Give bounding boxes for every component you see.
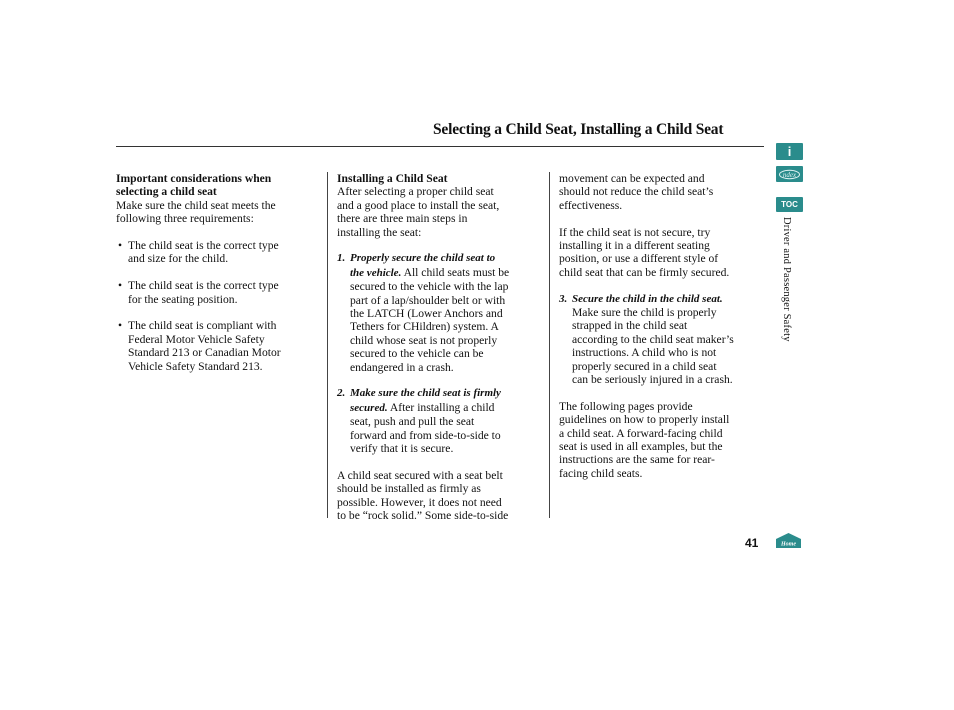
step-3 [559, 293, 769, 387]
step-number: 1. [337, 252, 346, 265]
text-line: forward and from side-to-side to [350, 428, 501, 442]
text-line: position, or use a different style of [559, 252, 719, 266]
text-line: verify that it is secure. [350, 442, 454, 456]
text-line: should be installed as firmly as [337, 482, 481, 496]
step-text: After installing a child [387, 400, 495, 414]
heading-line: Important considerations when [116, 172, 272, 185]
text-line: properly secured in a child seat [572, 359, 717, 373]
text-line: Federal Motor Vehicle Safety [128, 332, 265, 346]
step-title: Secure the child in the child seat. [572, 292, 723, 305]
text-line: strapped in the child seat [572, 319, 688, 333]
text-line: endangered in a crash. [350, 360, 454, 374]
text-line: child whose seat is not properly [350, 333, 498, 347]
text-line: installing it in a different seating [559, 239, 710, 253]
text-line: should not reduce the child seat’s [559, 185, 714, 199]
column-divider [327, 172, 328, 518]
text-line: effectiveness. [559, 198, 623, 212]
column-3 [559, 172, 769, 480]
text-line: can be seriously injured in a crash. [572, 373, 733, 387]
toc-button[interactable] [776, 197, 803, 212]
bullet-item [116, 319, 321, 373]
info-icon: i [787, 144, 792, 159]
info-button[interactable] [776, 143, 803, 160]
step-text: All child seats must be [401, 265, 510, 279]
text-line [350, 401, 547, 415]
step-number: 3. [559, 292, 568, 305]
text-line: Standard 213 or Canadian Motor [128, 346, 281, 360]
step-number: 2. [337, 387, 346, 400]
text-line: Make sure the child is properly [572, 306, 717, 320]
bullet-marker: • [118, 319, 123, 333]
column-1 [116, 172, 321, 373]
text-line: A child seat secured with a seat belt [337, 468, 503, 482]
text-line: and size for the child. [128, 252, 229, 266]
home-icon [775, 532, 802, 549]
text-line: After selecting a proper child seat [337, 185, 494, 199]
text-line: a child seat. A forward-facing child [559, 426, 723, 440]
title-rule [116, 146, 764, 147]
text-line: the LATCH (Lower Anchors and [350, 307, 503, 321]
toc-label: TOC [781, 200, 798, 209]
text-line: The following pages provide [559, 399, 693, 413]
text-line: according to the child seat maker’s [572, 332, 734, 346]
home-button[interactable] [775, 532, 802, 554]
text-line: following three requirements: [116, 212, 254, 226]
text-line: instructions are the same for rear- [559, 453, 715, 467]
text-line: secured to the vehicle with the lap [350, 280, 509, 294]
section-heading: Installing a Child Seat [337, 172, 448, 185]
text-line: Vehicle Safety Standard 213. [128, 359, 263, 373]
column-2 [337, 172, 547, 523]
text-line: child seat that can be firmly secured. [559, 265, 730, 279]
text-line: If the child seat is not secure, try [559, 225, 711, 239]
text-line: secured to the vehicle can be [350, 347, 484, 361]
text-line [350, 266, 547, 280]
section-tab-label: Driver and Passenger Safety [781, 217, 792, 342]
step-title: Properly secure the child seat to [350, 252, 496, 265]
text-line: Tethers for CHildren) system. A [350, 320, 499, 334]
step-title: Make sure the child seat is firmly [350, 387, 501, 400]
bullet-marker: • [118, 279, 123, 293]
text-line: facing child seats. [559, 466, 643, 480]
text-line: possible. However, it does not need [337, 495, 502, 509]
text-line: movement can be expected and [559, 172, 705, 185]
page-title: Selecting a Child Seat, Installing a Child Seat [433, 121, 724, 138]
text-line: to be “rock solid.” Some side-to-side [337, 509, 509, 523]
svg-text:ndex: ndex [782, 170, 797, 179]
text-line: and a good place to install the seat, [337, 198, 500, 212]
step-1 [337, 252, 547, 374]
text-line: guidelines on how to properly install [559, 413, 730, 427]
index-icon [778, 169, 801, 180]
text-line: installing the seat: [337, 225, 422, 239]
index-button[interactable] [776, 166, 803, 182]
text-line: The child seat is compliant with [128, 319, 277, 333]
text-line: The child seat is the correct type [128, 239, 279, 253]
heading-line: selecting a child seat [116, 185, 217, 199]
text-line: The child seat is the correct type [128, 279, 279, 293]
text-line: seat is used in all examples, but the [559, 440, 723, 454]
text-line: for the seating position. [128, 292, 238, 306]
bullet-marker: • [118, 239, 123, 253]
text-line: instructions. A child who is not [572, 346, 717, 360]
bullet-item [116, 239, 321, 266]
step-title: secured. [350, 401, 388, 414]
step-title: the vehicle. [350, 266, 402, 279]
column-divider [549, 172, 550, 518]
step-2 [337, 387, 547, 455]
text-line: part of a lap/shoulder belt or with [350, 293, 506, 307]
page-number: 41 [745, 536, 759, 550]
home-label: Home [781, 541, 796, 548]
text-line: seat, push and pull the seat [350, 415, 475, 429]
bullet-item [116, 279, 321, 306]
text-line: Make sure the child seat meets the [116, 198, 276, 212]
text-line: there are three main steps in [337, 212, 468, 226]
